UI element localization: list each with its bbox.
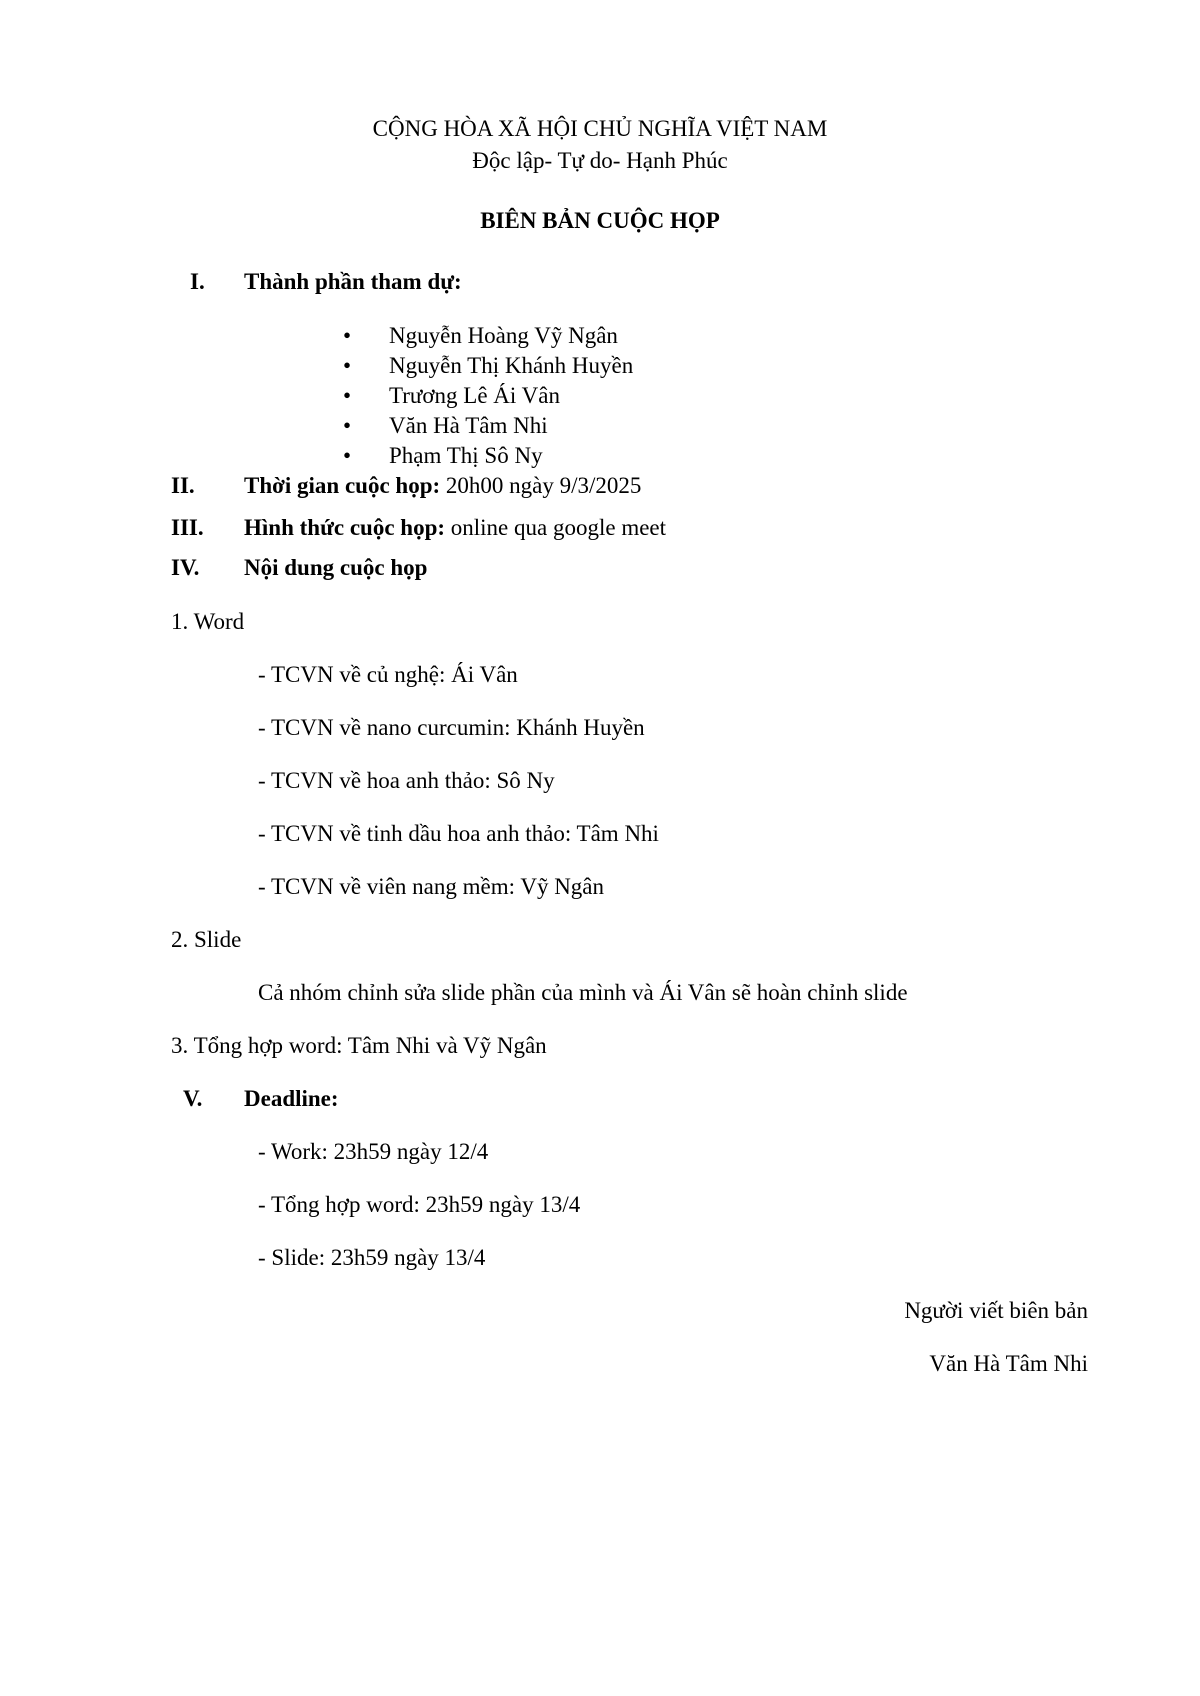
- section-numeral-v: V.: [183, 1086, 203, 1111]
- meeting-format-heading: Hình thức cuộc họp:: [244, 515, 446, 540]
- document-title: BIÊN BẢN CUỘC HỌP: [480, 208, 720, 233]
- word-task-item: - TCVN về viên nang mềm: Vỹ Ngân: [258, 874, 605, 899]
- slide-task-text: Cả nhóm chỉnh sửa slide phần của mình và Ái Vân sẽ hoàn chỉnh slide: [258, 980, 908, 1005]
- deadline-item: - Slide: 23h59 ngày 13/4: [258, 1245, 486, 1270]
- word-task-item: - TCVN về nano curcumin: Khánh Huyền: [258, 715, 645, 740]
- deadline-item: - Work: 23h59 ngày 12/4: [258, 1139, 489, 1164]
- section-numeral-iv: IV.: [171, 555, 200, 580]
- slide-label: 2. Slide: [171, 927, 242, 952]
- word-task-item: - TCVN về tinh dầu hoa anh thảo: Tâm Nhi: [258, 821, 659, 846]
- country-heading: CỘNG HÒA XÃ HỘI CHỦ NGHĨA VIỆT NAM: [372, 116, 828, 141]
- motto: Độc lập- Tự do- Hạnh Phúc: [472, 148, 728, 173]
- section-numeral-iii: III.: [171, 515, 204, 540]
- meeting-content-heading: Nội dung cuộc họp: [244, 555, 428, 580]
- section-numeral-i: I.: [190, 269, 205, 294]
- attendee-item: Nguyễn Hoàng Vỹ Ngân: [389, 323, 618, 348]
- meeting-format-line: [244, 515, 666, 541]
- bullet: •: [342, 443, 352, 468]
- meeting-time-value: 20h00 ngày 9/3/2025: [445, 473, 642, 498]
- bullet: •: [342, 383, 352, 408]
- bullet: •: [342, 413, 352, 438]
- word-task-item: - TCVN về củ nghệ: Ái Vân: [258, 662, 518, 687]
- attendee-item: Văn Hà Tâm Nhi: [389, 413, 548, 438]
- bullet: •: [342, 353, 352, 378]
- attendee-item: Phạm Thị Sô Ny: [389, 443, 543, 468]
- signature-role: Người viết biên bản: [904, 1298, 1088, 1323]
- signature-name: Văn Hà Tâm Nhi: [929, 1351, 1088, 1376]
- attendee-item: Trương Lê Ái Vân: [389, 383, 560, 408]
- section-numeral-ii: II.: [171, 473, 195, 498]
- meeting-time-heading: Thời gian cuộc họp:: [244, 473, 441, 498]
- bullet: •: [342, 323, 352, 348]
- word-label: 1. Word: [171, 609, 245, 634]
- attendees-heading: Thành phần tham dự:: [244, 269, 462, 294]
- meeting-format-value: online qua google meet: [450, 515, 667, 540]
- summary-label: 3. Tổng hợp word: Tâm Nhi và Vỹ Ngân: [171, 1033, 547, 1058]
- word-task-item: - TCVN về hoa anh thảo: Sô Ny: [258, 768, 555, 793]
- meeting-time-line: [244, 473, 641, 499]
- attendee-item: Nguyễn Thị Khánh Huyền: [389, 353, 634, 378]
- deadline-item: - Tổng hợp word: 23h59 ngày 13/4: [258, 1192, 581, 1217]
- deadline-heading: Deadline:: [244, 1086, 339, 1111]
